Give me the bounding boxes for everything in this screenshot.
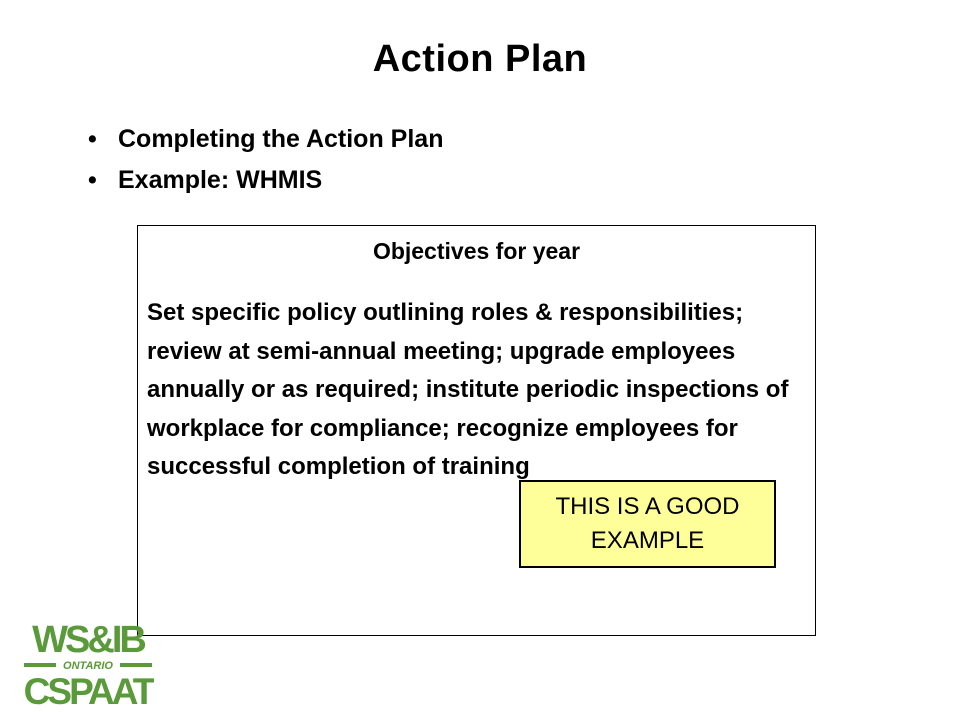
wsib-logo [22,618,154,708]
bullet-item: • Completing the Action Plan [88,127,443,152]
objectives-heading: Objectives for year [372,238,581,264]
callout-line-2: EXAMPLE [590,527,705,554]
slide-title: Action Plan [372,38,588,80]
objectives-text: Set specific policy outlining roles & responsibilities; review at semi-annual meeting; upgrade employees annually or as required; institute periodic inspections of workplace for compliance; recognize employees for successful completion of training [147,299,789,480]
logo-middle-text: ONTARIO [63,660,113,672]
logo-bottom-text: CSPAAT [23,671,153,708]
objectives-panel [137,225,816,636]
good-example-callout [519,480,776,568]
bullet-list [88,127,443,209]
callout-line-1: THIS IS A GOOD [555,493,740,520]
logo-top-text: WS&IB [32,619,144,661]
bullet-item: • Example: WHMIS [88,168,443,193]
